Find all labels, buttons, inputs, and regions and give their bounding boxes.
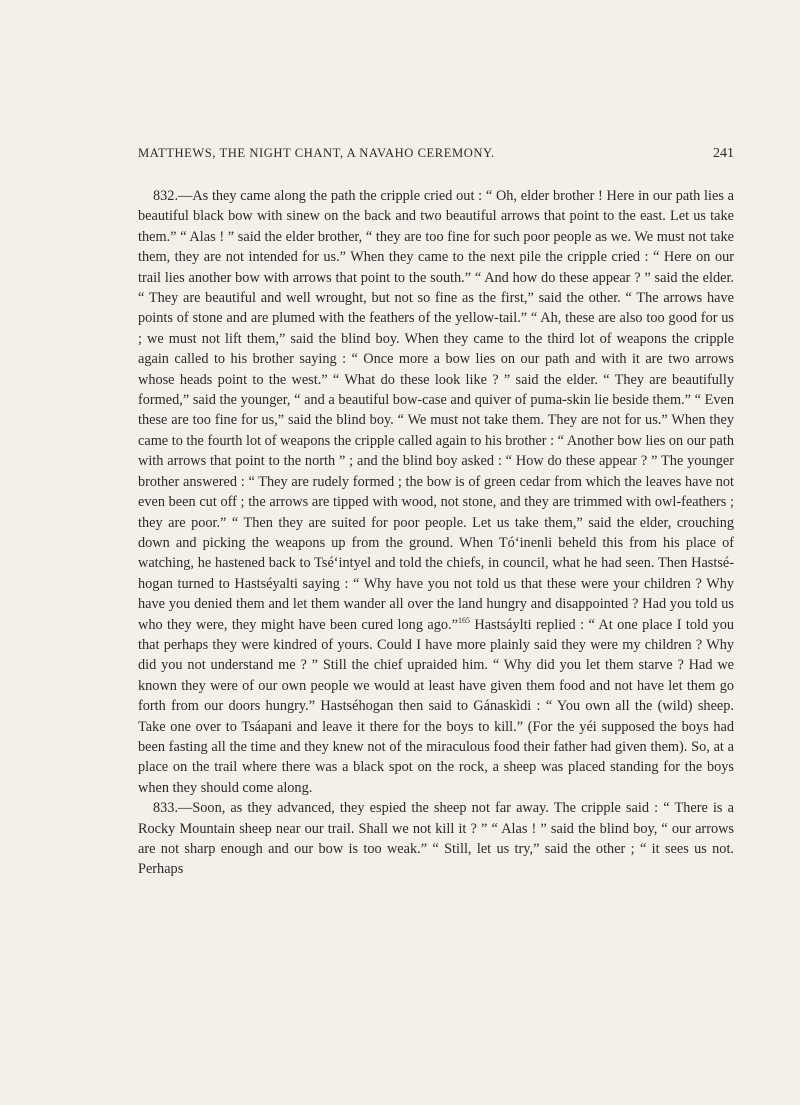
body-text (138, 186, 734, 880)
footnote-reference: 165 (457, 615, 470, 625)
paragraph-832 (138, 186, 734, 798)
running-header (138, 146, 734, 162)
paragraph-833 (138, 798, 734, 880)
page-number: 241 (713, 146, 734, 161)
running-title: MATTHEWS, THE NIGHT CHANT, A NAVAHO CEREMONY. (138, 146, 495, 160)
paragraph-832-continued: Hastsáylti replied : “ At one place I told you that perhaps they were kindred of yours. Could I have more plainly said they were my children ? Why did you not understand me ? ” Still the chief upraided him. “ Why did you let them starve ? Had we known they were of our own people we would at least have given them food and not have let them go forth from our doors hungry.” Hastséhogan then said to Gánaskìdi : “ You own all the (wild) sheep. Take one over to Tsáapani and leave it there for the boys to kill.” (For the yéi supposed the boys had been fasting all the time and they knew not of the miraculous food their father had given them). So, at a place on the trail where there was a black spot on the rock, a sheep was placed standing for the boys when they should come along. (138, 616, 735, 796)
paragraph-833-text: 833.—Soon, as they advanced, they espied the sheep not far away. The cripple said : “ There is a Rocky Mountain sheep near our trail. Shall we not kill it ? ” “ Alas ! ” said the blind boy, “ our arrows are not sharp enough and our bow is too weak.” “ Still, let us try,” said the other ; “ it sees us not. Perhaps (138, 800, 734, 878)
paragraph-832-text: 832.—As they came along the path the cripple cried out : “ Oh, elder brother ! Here in our path lies a beautiful black bow with sinew on the back and two beautiful arrows that point to the east. Let us take them.” “ Alas ! ” said the elder brother, “ they are too fine for such poor people as we. We must not take them, they are not intended for us.” When they came to the next pile the cripple cried : “ Here on our trail lies another bow with arrows that point to the south.” “ And how do these appear ? ” said the elder. “ They are beautiful and well wrought, but not so fine as the first,” said the other. “ The arrows have points of stone and are plumed with the feathers of the yellow-tail.” “ Ah, these are also too good for us ; we must not lift them,” said the blind boy. When they came to the third lot of weapons the cripple again called to his brother saying : “ Once more a bow lies on our path and with it are two arrows whose heads point to the west.” “ What do these look like ? ” said the elder. “ They are beautifully formed,” said the younger, “ and a beautiful bow-case and quiver of puma-skin lie beside them.” “ Even these are too fine for us,” said the blind boy. “ We must not take them. They are not for us.” When they came to the fourth lot of weapons the cripple called again to his brother : “ Another bow lies on our path with arrows that point to the north ” ; and the blind boy asked : “ How do these appear ? ” The younger brother answered : “ They are rudely formed ; the bow is of green cedar from which the leaves have not even been cut off ; the arrows are tipped with wood, not stone, and they are trimmed with owl-feathers ; they are poor.” “ Then they are suited for poor people. Let us take them,” said the elder, crouching down and picking the weapons up from the ground. When Tóʻinenli beheld this from his place of watching, he hastened back to Tséʻintyel and told the chiefs, in council, what he had seen. Then Hastsé-hogan turned to Hastséyalti saying : “ Why have you not told us that these were your children ? Why have you denied them and let them wander all over the land hungry and disappointed ? Had you told us who they were, they might have been cured long ago.” (138, 188, 734, 633)
